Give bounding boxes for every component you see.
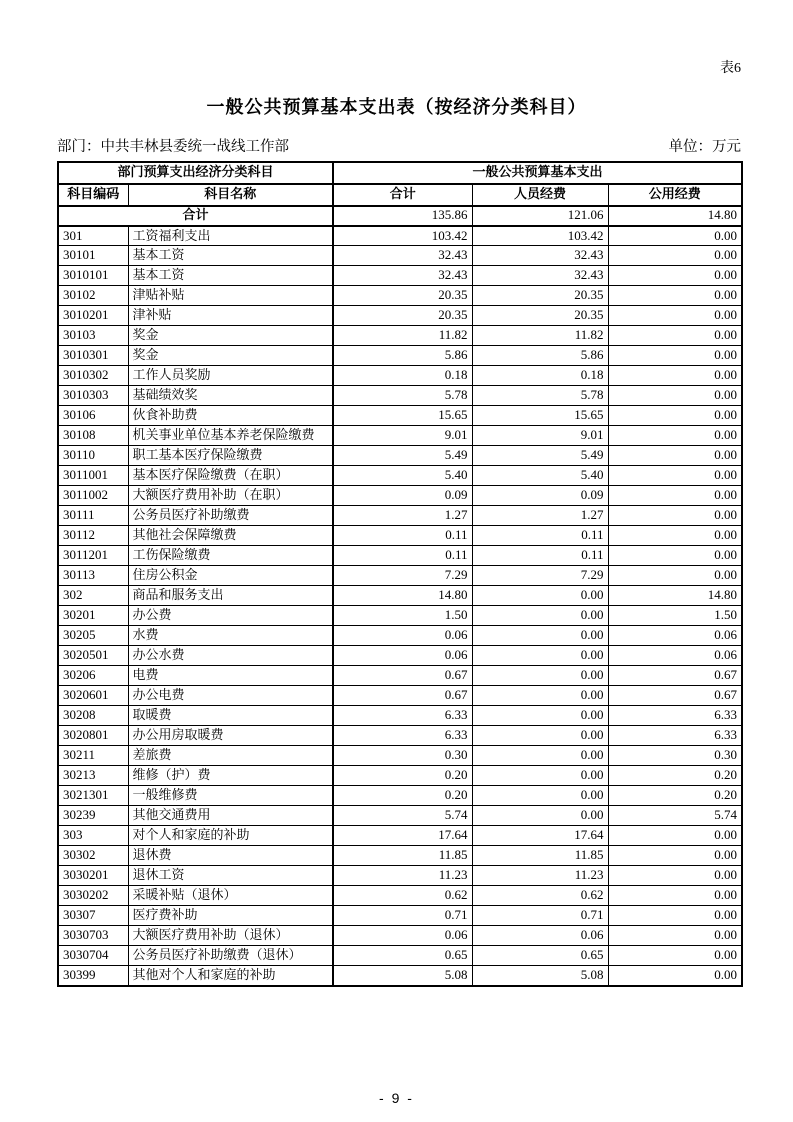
cell-name: 伙食补助费: [128, 406, 333, 426]
group-header-row: [58, 162, 742, 184]
cell-public: 0.00: [608, 386, 742, 406]
table-row: [58, 466, 742, 486]
cell-total: 20.35: [333, 286, 472, 306]
cell-code: 302: [58, 586, 128, 606]
cell-code: 3030703: [58, 926, 128, 946]
cell-code: 3010301: [58, 346, 128, 366]
cell-personnel: 0.00: [472, 666, 608, 686]
table-row: [58, 626, 742, 646]
cell-total: 1.27: [333, 506, 472, 526]
cell-name: 取暖费: [128, 706, 333, 726]
cell-total: 0.11: [333, 526, 472, 546]
cell-public: 0.00: [608, 286, 742, 306]
cell-code: 30205: [58, 626, 128, 646]
table-row: [58, 666, 742, 686]
cell-personnel: 7.29: [472, 566, 608, 586]
cell-code: 3020501: [58, 646, 128, 666]
cell-name: 工资福利支出: [128, 226, 333, 246]
cell-code: 30110: [58, 446, 128, 466]
table-row: [58, 506, 742, 526]
cell-public: 5.74: [608, 806, 742, 826]
cell-public: 0.00: [608, 886, 742, 906]
cell-name: 津贴补贴: [128, 286, 333, 306]
cell-total: 103.42: [333, 226, 472, 246]
cell-total: 11.23: [333, 866, 472, 886]
cell-code: 30206: [58, 666, 128, 686]
cell-total: 5.74: [333, 806, 472, 826]
cell-code: 3011002: [58, 486, 128, 506]
cell-personnel: 15.65: [472, 406, 608, 426]
cell-total: 0.65: [333, 946, 472, 966]
cell-total: 0.06: [333, 926, 472, 946]
cell-public: 0.00: [608, 426, 742, 446]
cell-name: 其他社会保障缴费: [128, 526, 333, 546]
sheet-label: 表6: [720, 61, 741, 76]
cell-public: 0.00: [608, 866, 742, 886]
cell-name: 工伤保险缴费: [128, 546, 333, 566]
cell-public: 0.00: [608, 326, 742, 346]
cell-total: 0.30: [333, 746, 472, 766]
cell-name: 公务员医疗补助缴费: [128, 506, 333, 526]
cell-name: 采暖补贴（退休）: [128, 886, 333, 906]
cell-personnel: 0.06: [472, 926, 608, 946]
cell-name: 基本医疗保险缴费（在职）: [128, 466, 333, 486]
cell-code: 30113: [58, 566, 128, 586]
table-row: [58, 766, 742, 786]
cell-personnel: 0.11: [472, 546, 608, 566]
cell-name: 基本工资: [128, 246, 333, 266]
cell-total: 5.86: [333, 346, 472, 366]
summary-row: [58, 206, 742, 226]
cell-total: 32.43: [333, 246, 472, 266]
cell-total: 0.20: [333, 786, 472, 806]
cell-code: 30103: [58, 326, 128, 346]
cell-personnel: 0.11: [472, 526, 608, 546]
col-header-personnel: 人员经费: [472, 184, 608, 206]
table-row: [58, 346, 742, 366]
cell-code: 30112: [58, 526, 128, 546]
table-row: [58, 826, 742, 846]
cell-personnel: 11.85: [472, 846, 608, 866]
cell-public: 0.00: [608, 366, 742, 386]
cell-total: 15.65: [333, 406, 472, 426]
cell-name: 大额医疗费用补助（在职）: [128, 486, 333, 506]
cell-code: 30201: [58, 606, 128, 626]
cell-public: 0.00: [608, 466, 742, 486]
table-row: [58, 426, 742, 446]
cell-personnel: 5.86: [472, 346, 608, 366]
cell-name: 津补贴: [128, 306, 333, 326]
cell-public: 0.00: [608, 906, 742, 926]
table-row: [58, 846, 742, 866]
cell-code: 30307: [58, 906, 128, 926]
cell-code: 3010303: [58, 386, 128, 406]
cell-public: 0.00: [608, 486, 742, 506]
table-row: [58, 726, 742, 746]
cell-code: 3010302: [58, 366, 128, 386]
cell-total: 0.18: [333, 366, 472, 386]
cell-total: 20.35: [333, 306, 472, 326]
cell-name: 大额医疗费用补助（退休）: [128, 926, 333, 946]
table-row: [58, 886, 742, 906]
table-row: [58, 326, 742, 346]
cell-personnel: 0.00: [472, 686, 608, 706]
cell-name: 公务员医疗补助缴费（退休）: [128, 946, 333, 966]
cell-total: 32.43: [333, 266, 472, 286]
group-header-left: 部门预算支出经济分类科目: [58, 162, 333, 184]
cell-total: 0.09: [333, 486, 472, 506]
table-row: [58, 406, 742, 426]
cell-personnel: 32.43: [472, 266, 608, 286]
cell-personnel: 0.65: [472, 946, 608, 966]
cell-public: 1.50: [608, 606, 742, 626]
cell-personnel: 20.35: [472, 306, 608, 326]
cell-total: 1.50: [333, 606, 472, 626]
cell-total: 0.11: [333, 546, 472, 566]
cell-name: 工作人员奖励: [128, 366, 333, 386]
table-row: [58, 786, 742, 806]
table-row: [58, 586, 742, 606]
cell-name: 水费: [128, 626, 333, 646]
table-row: [58, 926, 742, 946]
cell-code: 3030202: [58, 886, 128, 906]
cell-personnel: 0.00: [472, 806, 608, 826]
cell-total: 14.80: [333, 586, 472, 606]
cell-code: 303: [58, 826, 128, 846]
cell-public: 0.00: [608, 946, 742, 966]
cell-total: 6.33: [333, 706, 472, 726]
cell-personnel: 9.01: [472, 426, 608, 446]
cell-public: 0.00: [608, 306, 742, 326]
cell-personnel: 11.23: [472, 866, 608, 886]
cell-code: 30102: [58, 286, 128, 306]
cell-name: 办公费: [128, 606, 333, 626]
table-row: [58, 286, 742, 306]
cell-public: 0.00: [608, 346, 742, 366]
cell-public: 0.00: [608, 566, 742, 586]
cell-public: 0.00: [608, 226, 742, 246]
cell-public: 6.33: [608, 706, 742, 726]
cell-personnel: 0.00: [472, 786, 608, 806]
col-header-public: 公用经费: [608, 184, 742, 206]
summary-personnel: 121.06: [472, 206, 608, 226]
table-row: [58, 906, 742, 926]
cell-public: 0.00: [608, 826, 742, 846]
cell-code: 3030704: [58, 946, 128, 966]
cell-name: 奖金: [128, 326, 333, 346]
cell-personnel: 32.43: [472, 246, 608, 266]
cell-code: 30111: [58, 506, 128, 526]
cell-personnel: 0.00: [472, 726, 608, 746]
cell-personnel: 0.00: [472, 706, 608, 726]
cell-personnel: 20.35: [472, 286, 608, 306]
cell-name: 电费: [128, 666, 333, 686]
table-body: [58, 206, 742, 986]
table-row: [58, 446, 742, 466]
cell-name: 办公水费: [128, 646, 333, 666]
cell-personnel: 5.49: [472, 446, 608, 466]
cell-personnel: 11.82: [472, 326, 608, 346]
cell-public: 0.00: [608, 966, 742, 986]
column-header-row: [58, 184, 742, 206]
cell-name: 退休费: [128, 846, 333, 866]
cell-name: 基本工资: [128, 266, 333, 286]
summary-public: 14.80: [608, 206, 742, 226]
summary-label: 合计: [58, 206, 333, 226]
department-label: 部门：中共丰林县委统一战线工作部: [57, 139, 289, 155]
cell-code: 30399: [58, 966, 128, 986]
budget-table: [57, 161, 743, 987]
cell-name: 奖金: [128, 346, 333, 366]
cell-public: 0.00: [608, 526, 742, 546]
table-row: [58, 686, 742, 706]
cell-public: 0.00: [608, 546, 742, 566]
summary-total: 135.86: [333, 206, 472, 226]
cell-name: 其他交通费用: [128, 806, 333, 826]
cell-public: 0.00: [608, 266, 742, 286]
cell-public: 0.20: [608, 786, 742, 806]
cell-name: 住房公积金: [128, 566, 333, 586]
cell-name: 一般维修费: [128, 786, 333, 806]
cell-code: 3011001: [58, 466, 128, 486]
table-row: [58, 706, 742, 726]
cell-personnel: 0.00: [472, 766, 608, 786]
cell-public: 0.00: [608, 926, 742, 946]
cell-personnel: 17.64: [472, 826, 608, 846]
cell-code: 30101: [58, 246, 128, 266]
cell-code: 3010101: [58, 266, 128, 286]
cell-code: 30106: [58, 406, 128, 426]
cell-total: 0.06: [333, 646, 472, 666]
cell-personnel: 5.40: [472, 466, 608, 486]
col-header-code: 科目编码: [58, 184, 128, 206]
cell-total: 0.06: [333, 626, 472, 646]
table-row: [58, 606, 742, 626]
cell-name: 维修（护）费: [128, 766, 333, 786]
cell-name: 商品和服务支出: [128, 586, 333, 606]
cell-total: 0.71: [333, 906, 472, 926]
cell-code: 301: [58, 226, 128, 246]
cell-total: 6.33: [333, 726, 472, 746]
cell-personnel: 0.00: [472, 746, 608, 766]
cell-personnel: 0.09: [472, 486, 608, 506]
cell-personnel: 0.00: [472, 626, 608, 646]
cell-total: 0.67: [333, 686, 472, 706]
page-title: 一般公共预算基本支出表（按经济分类科目）: [206, 97, 587, 117]
table-row: [58, 226, 742, 246]
cell-public: 0.06: [608, 646, 742, 666]
cell-code: 3020801: [58, 726, 128, 746]
cell-personnel: 0.62: [472, 886, 608, 906]
cell-personnel: 0.71: [472, 906, 608, 926]
col-header-total: 合计: [333, 184, 472, 206]
cell-public: 0.00: [608, 406, 742, 426]
unit-label: 单位：万元: [668, 139, 741, 155]
cell-name: 办公电费: [128, 686, 333, 706]
cell-code: 30302: [58, 846, 128, 866]
cell-code: 30108: [58, 426, 128, 446]
cell-total: 5.49: [333, 446, 472, 466]
cell-code: 3020601: [58, 686, 128, 706]
cell-total: 11.82: [333, 326, 472, 346]
cell-personnel: 103.42: [472, 226, 608, 246]
cell-total: 5.40: [333, 466, 472, 486]
page-number: - 9 -: [379, 1090, 414, 1106]
table-row: [58, 306, 742, 326]
table-row: [58, 486, 742, 506]
cell-total: 0.20: [333, 766, 472, 786]
cell-personnel: 0.18: [472, 366, 608, 386]
table-row: [58, 946, 742, 966]
cell-total: 0.67: [333, 666, 472, 686]
cell-total: 17.64: [333, 826, 472, 846]
cell-name: 退休工资: [128, 866, 333, 886]
meta-row: [57, 140, 741, 155]
cell-total: 5.78: [333, 386, 472, 406]
table-row: [58, 966, 742, 986]
cell-total: 5.08: [333, 966, 472, 986]
cell-code: 30208: [58, 706, 128, 726]
table-row: [58, 566, 742, 586]
cell-public: 0.00: [608, 846, 742, 866]
cell-name: 差旅费: [128, 746, 333, 766]
cell-code: 3030201: [58, 866, 128, 886]
cell-code: 3011201: [58, 546, 128, 566]
cell-code: 3010201: [58, 306, 128, 326]
cell-public: 0.06: [608, 626, 742, 646]
cell-public: 0.67: [608, 666, 742, 686]
cell-public: 14.80: [608, 586, 742, 606]
cell-personnel: 5.78: [472, 386, 608, 406]
table-row: [58, 366, 742, 386]
cell-public: 0.67: [608, 686, 742, 706]
cell-personnel: 0.00: [472, 646, 608, 666]
cell-name: 对个人和家庭的补助: [128, 826, 333, 846]
table-row: [58, 246, 742, 266]
cell-name: 职工基本医疗保险缴费: [128, 446, 333, 466]
cell-public: 0.00: [608, 446, 742, 466]
cell-code: 30213: [58, 766, 128, 786]
table-row: [58, 266, 742, 286]
cell-name: 基础绩效奖: [128, 386, 333, 406]
col-header-name: 科目名称: [128, 184, 333, 206]
cell-public: 6.33: [608, 726, 742, 746]
cell-public: 0.20: [608, 766, 742, 786]
cell-personnel: 1.27: [472, 506, 608, 526]
cell-name: 办公用房取暖费: [128, 726, 333, 746]
table-row: [58, 866, 742, 886]
table-row: [58, 386, 742, 406]
cell-personnel: 0.00: [472, 586, 608, 606]
cell-name: 其他对个人和家庭的补助: [128, 966, 333, 986]
cell-code: 30239: [58, 806, 128, 826]
group-header-right: 一般公共预算基本支出: [333, 162, 742, 184]
cell-total: 0.62: [333, 886, 472, 906]
cell-total: 7.29: [333, 566, 472, 586]
table-row: [58, 546, 742, 566]
cell-name: 机关事业单位基本养老保险缴费: [128, 426, 333, 446]
cell-code: 30211: [58, 746, 128, 766]
cell-public: 0.30: [608, 746, 742, 766]
cell-code: 3021301: [58, 786, 128, 806]
cell-personnel: 5.08: [472, 966, 608, 986]
cell-public: 0.00: [608, 506, 742, 526]
cell-total: 9.01: [333, 426, 472, 446]
table-row: [58, 646, 742, 666]
cell-public: 0.00: [608, 246, 742, 266]
table-row: [58, 746, 742, 766]
cell-personnel: 0.00: [472, 606, 608, 626]
cell-total: 11.85: [333, 846, 472, 866]
cell-name: 医疗费补助: [128, 906, 333, 926]
table-row: [58, 526, 742, 546]
table-row: [58, 806, 742, 826]
